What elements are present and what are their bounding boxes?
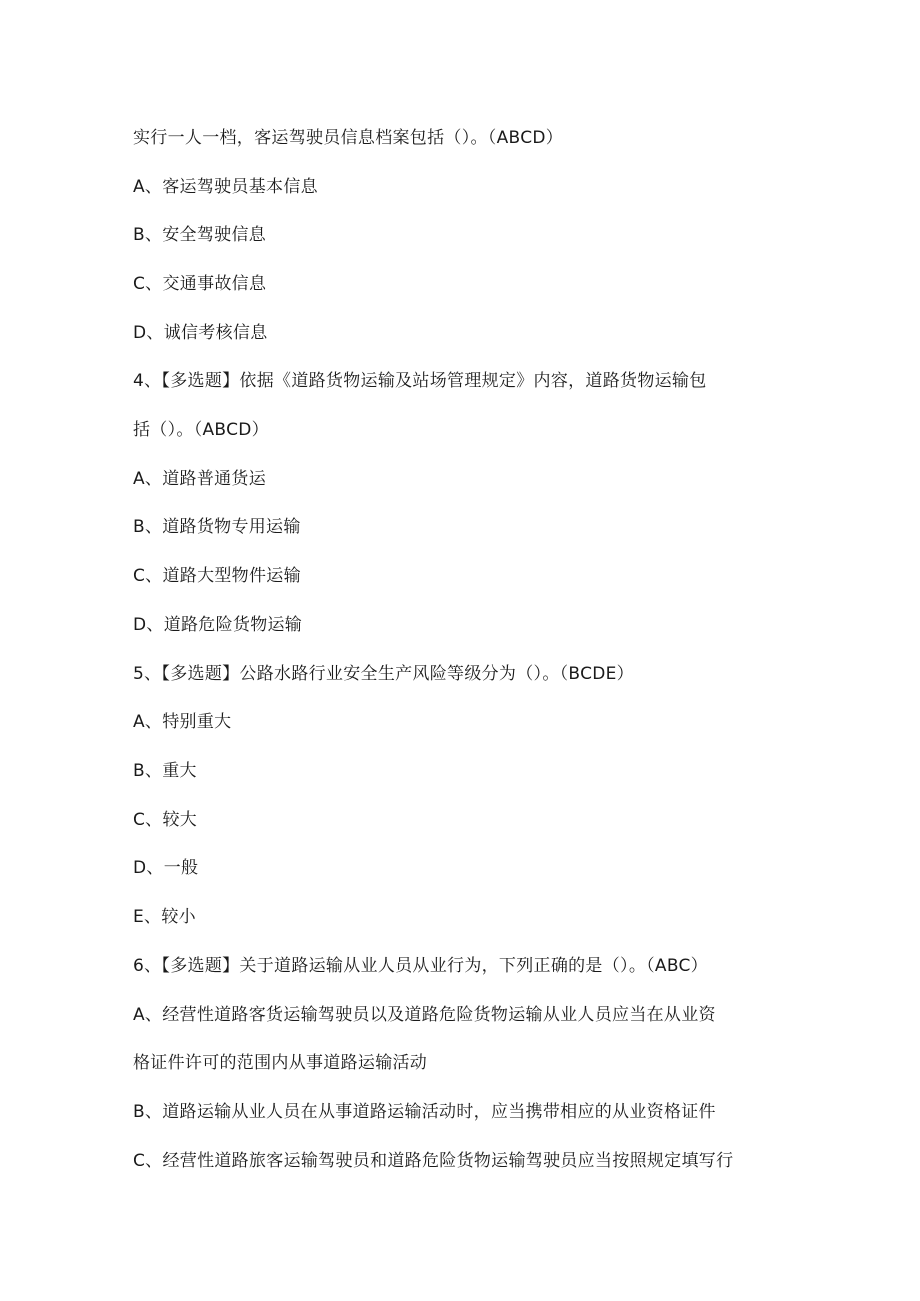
question-3-option-c: C、交通事故信息: [133, 274, 267, 294]
question-3-stem-end: 实行一人一档，客运驾驶员信息档案包括（）。（ABCD）: [133, 128, 564, 148]
question-4-option-d: D、道路危险货物运输: [133, 615, 303, 635]
question-5-option-e: E、较小: [133, 907, 196, 927]
question-5-stem: 5、【多选题】公路水路行业安全生产风险等级分为（）。（BCDE）: [133, 664, 634, 684]
question-3-option-b: B、安全驾驶信息: [133, 225, 267, 245]
question-5-option-c: C、较大: [133, 810, 198, 830]
question-6-option-a: A、经营性道路客货运输驾驶员以及道路危险货物运输从业人员应当在从业资: [133, 1005, 716, 1025]
question-4-stem: 4、【多选题】依据《道路货物运输及站场管理规定》内容，道路货物运输包: [133, 371, 707, 391]
question-6-stem: 6、【多选题】关于道路运输从业人员从业行为，下列正确的是（）。（ABC）: [133, 956, 708, 976]
question-4-option-a: A、道路普通货运: [133, 469, 267, 489]
question-4-option-b: B、道路货物专用运输: [133, 517, 301, 537]
question-6-option-a-cont: 格证件许可的范围内从事道路运输活动: [133, 1053, 428, 1073]
question-5-option-a: A、特别重大: [133, 712, 232, 732]
question-5-option-d: D、一般: [133, 858, 199, 878]
question-3-option-d: D、诚信考核信息: [133, 323, 268, 343]
question-6-option-c: C、经营性道路旅客运输驾驶员和道路危险货物运输驾驶员应当按照规定填写行: [133, 1151, 734, 1171]
question-3-option-a: A、客运驾驶员基本信息: [133, 177, 318, 197]
question-4-stem-cont: 括（）。（ABCD）: [133, 420, 269, 440]
question-6-option-b: B、道路运输从业人员在从事道路运输活动时，应当携带相应的从业资格证件: [133, 1102, 716, 1122]
question-4-option-c: C、道路大型物件运输: [133, 566, 301, 586]
question-5-option-b: B、重大: [133, 761, 197, 781]
